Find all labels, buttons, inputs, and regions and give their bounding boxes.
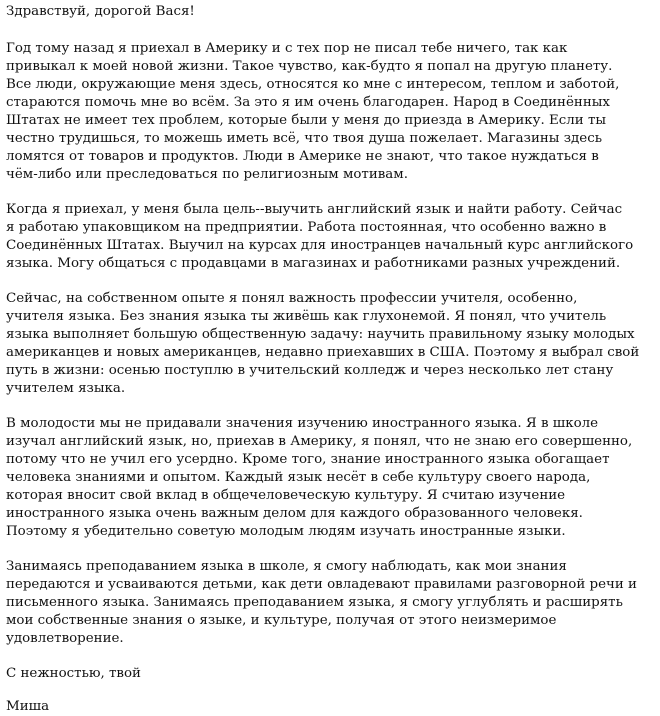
paragraph-line: Сейчас, на собственном опыте я понял важность профессии учителя, особенно, (6, 291, 578, 306)
paragraph-line: американцев и новых американцев, недавно приехавших в США. Поэтому я выбрал свой (6, 345, 640, 360)
paragraph-line: учителя языка. Без знания языка ты живёшь как глухонемой. Я понял, что учитель (6, 309, 607, 324)
paragraph-line: честно трудишься, то можешь иметь всё, что твоя душа пожелает. Магазины здесь (6, 131, 602, 146)
paragraph-3 (6, 290, 656, 398)
paragraph-line: ломятся от товаров и продуктов. Люди в Америке не знают, что такое нуждаться в (6, 149, 599, 164)
paragraph-2 (6, 201, 656, 273)
paragraph-line: В молодости мы не придавали значения изучению иностранного языка. Я в школе (6, 416, 599, 431)
paragraph-5 (6, 558, 656, 648)
paragraph-line: письменного языка. Занимаясь преподаванием языка, я смогу углублять и расширять (6, 595, 623, 610)
paragraph-line: Занимаясь преподаванием языка в школе, я смогу наблюдать, как мои знания (6, 559, 567, 574)
paragraph-line: Когда я приехал, у меня была цель--выучить английский язык и найти работу. Сейчас (6, 202, 623, 217)
paragraph-line: человека знаниями и опытом. Каждый язык несёт в себе культуру своего народа, (6, 470, 591, 485)
paragraph-line: передаются и усваиваются детьми, как дети овладевают правилами разговорной речи и (6, 577, 637, 592)
paragraph-line: языка выполняет большую общественную задачу: научить правильному языку молодых (6, 327, 635, 342)
letter (6, 3, 656, 716)
paragraph-line: Поэтому я убедительно советую молодым людям изучать иностранные языки. (6, 524, 566, 539)
paragraph-line: путь в жизни: осенью поступлю в учительский колледж и через несколько лет стану (6, 363, 614, 378)
letter-greeting: Здравствуй, дорогой Вася! (6, 4, 195, 19)
paragraph-4 (6, 415, 656, 541)
paragraph-line: потому что не учил его усердно. Кроме того, знание иностранного языка обогащает (6, 452, 610, 467)
letter-closing: С нежностью, твой (6, 666, 141, 681)
paragraph-line: чём-либо или преследоваться по религиозным мотивам. (6, 167, 408, 182)
paragraph-line: стараются помочь мне во всём. За это я им очень благодарен. Народ в Соединённых (6, 95, 610, 110)
paragraph-1 (6, 40, 656, 184)
paragraph-line: привыкал к моей новой жизни. Такое чувство, как-будто я попал на другую планету. (6, 59, 613, 74)
paragraph-line: я работаю упаковщиком на предприятии. Работа постоянная, что особенно важно в (6, 220, 607, 235)
paragraph-line: языка. Могу общаться с продавцами в магазинах и работниками разных учреждений. (6, 256, 621, 271)
letter-signature: Миша (6, 699, 50, 714)
paragraph-line: мои собственные знания о языке, и культуре, получая от этого неизмеримое (6, 613, 557, 628)
paragraph-line: Штатах не имеет тех проблем, которые были у меня до приезда в Америку. Если ты (6, 113, 607, 128)
paragraph-line: учителем языка. (6, 381, 126, 396)
paragraph-line: изучал английский язык, но, приехав в Америку, я понял, что не знаю его совершенно, (6, 434, 633, 449)
paragraph-line: Соединённых Штатах. Выучил на курсах для иностранцев начальный курс английского (6, 238, 634, 253)
paragraph-line: которая вносит свой вклад в общечеловеческую культуру. Я считаю изучение (6, 488, 566, 503)
paragraph-line: Все люди, окружающие меня здесь, относятся ко мне с интересом, теплом и заботой, (6, 77, 620, 92)
paragraph-line: удовлетворение. (6, 631, 124, 646)
paragraph-line: Год тому назад я приехал в Америку и с тех пор не писал тебе ничего, так как (6, 41, 568, 56)
paragraph-line: иностранного языка очень важным делом для каждого образованного человекя. (6, 506, 583, 521)
